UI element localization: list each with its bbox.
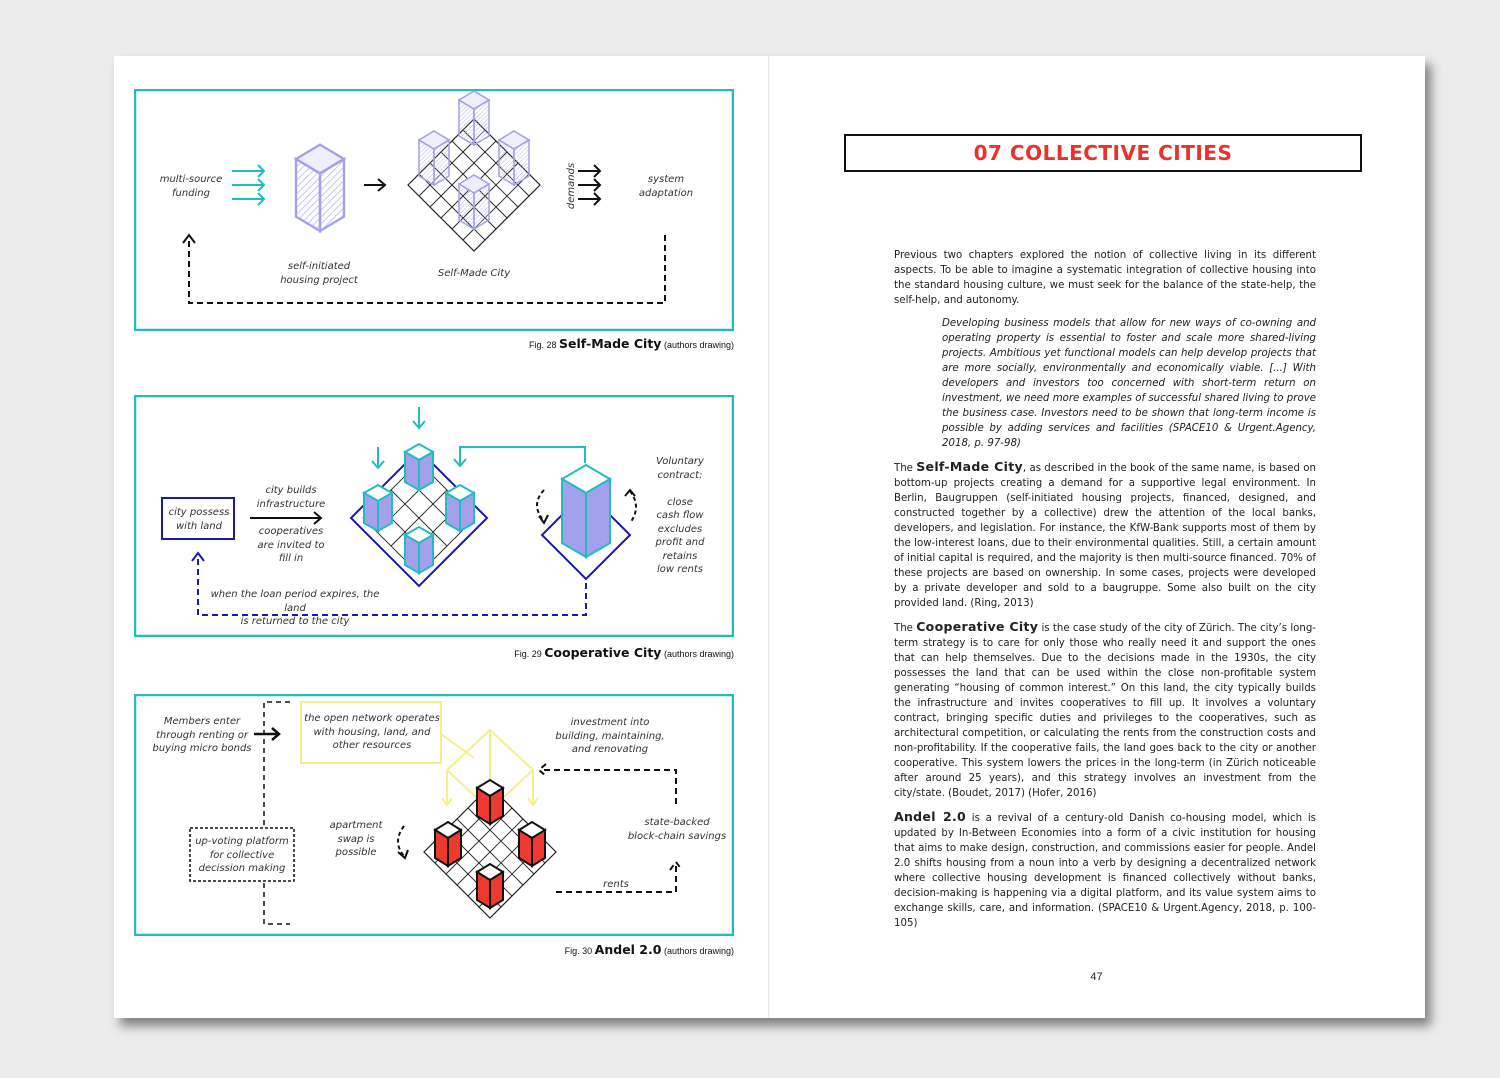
- term-cooperative-city: Cooperative City: [916, 619, 1039, 634]
- teal-arrows: [372, 407, 585, 468]
- chapter-heading-box: [844, 134, 1362, 172]
- caption-fig-28: Fig. 28 Self-Made City (authors drawing): [529, 336, 734, 351]
- label-infra: city builds infrastructure: [256, 485, 326, 510]
- figure-cooperative-city: [134, 395, 734, 637]
- caption-fig-29: Fig. 29 Cooperative City (authors drawing): [514, 645, 734, 660]
- term-self-made-city: Self-Made City: [916, 459, 1023, 474]
- caption-title: Cooperative City: [544, 645, 662, 660]
- investment-arrow: [539, 764, 676, 804]
- label-rents: rents: [603, 879, 629, 890]
- label-network: the open network operates with housing, land, and other resources: [304, 713, 440, 751]
- page-number: 47: [1090, 971, 1103, 983]
- label-savings: state-backed block-chain savings: [627, 817, 727, 842]
- demands-arrows: [578, 165, 600, 205]
- term-andel: Andel 2.0: [894, 809, 966, 824]
- label-adaptation: system adaptation: [638, 174, 694, 199]
- caption-title: Self-Made City: [559, 336, 662, 351]
- label-contract: Voluntary contract: close cash flow excludes profit and retains low rents: [655, 456, 705, 575]
- paragraph-andel: Andel 2.0 is a revival of a century-old Danish co-housing model, which is updated by In-Between Economies into a form of a civic institution for housing that aims to make design, construction, and commissions easier for people. Andel 2.0 shifts housing from a noun into a verb by designing a decentralized network where collective housing development is financed collectively without banks, decision-making is happening via a digital platform, and its value system aims to exchange skills, care, and information. (SPACE10 & Urgent.Agency, 2018, p. 100-105): [894, 809, 1316, 929]
- label-voting: up-voting platform for collective decission making: [195, 836, 289, 874]
- label-city: Self-Made City: [437, 268, 511, 279]
- body-text: [894, 248, 1316, 939]
- label-demands: demands: [566, 162, 577, 210]
- chapter-title: 07 COLLECTIVE CITIES: [973, 141, 1233, 165]
- label-land: city possess with land: [168, 507, 230, 532]
- caption-title: Andel 2.0: [594, 942, 662, 957]
- figure-self-made-city: [134, 89, 734, 331]
- housing-project-cube: [296, 145, 344, 231]
- funding-arrows: [232, 165, 264, 205]
- label-members: Members enter through renting or buying micro bonds: [152, 716, 252, 754]
- book-spread: [114, 56, 1425, 1018]
- figure-andel-2: [134, 694, 734, 936]
- caption-fig-30: Fig. 30 Andel 2.0 (authors drawing): [564, 942, 734, 957]
- arrow-right-icon: [250, 512, 321, 524]
- label-funding: multi-source funding: [159, 174, 223, 199]
- page-gutter: [768, 56, 770, 1018]
- arrow-right-icon: [364, 179, 385, 191]
- label-project: self-initiated housing project: [280, 261, 358, 286]
- contract-diagram: [542, 465, 630, 579]
- block-quote: Developing business models that allow for new ways of co-owning and operating property is essential to foster and scale more shared-living projects. Ambitious yet functional models can help develop projects that are more socially, environmentally and economically viable. [...] With developers and investors too concerned with short-term return on investment, we need more examples of successful shared living to prove the business case. Investors need to be shown that long-term income is possible by adding services and facilities (SPACE10 & Urgent.Agency, 2018, p. 97-98): [942, 318, 1316, 449]
- label-swap: apartment swap is possible: [329, 820, 383, 858]
- intro-paragraph: Previous two chapters explored the notion of collective living in its different aspects. To be able to imagine a systematic integration of collective housing into the standard housing culture, we must seek for the balance of the state-help, the self-help, and autonomy.: [894, 250, 1316, 306]
- label-loan: when the loan period expires, the land is returned to the city: [210, 589, 380, 627]
- arrow-right-icon: [254, 728, 279, 740]
- paragraph-cooperative-city: The Cooperative City is the case study of the city of Zürich. The city’s long-term strategy is to care for only those who really need it and support the ones that can help themselves. Due to the decisions made in the 1930s, the city possesses the land that can be used within the close non-profitable system generating “housing of common interest.” On this land, the city typically builds the infrastructure and invites cooperatives to fill up. It involves a voluntary contract, bringing specific duties and privileges to the cooperatives, such as architectural competition, or calculating the rents from the construction costs and non-profitability. If the cooperative fails, the land goes back to the city or another cooperative. This system lowers the prices in the long-term (in Zürich noticeable after around 25 years), and this strategy involves an investment from the city/state. (Boudet, 2017) (Hofer, 2016): [894, 619, 1316, 799]
- label-investment: investment into building, maintaining, and renovating: [555, 717, 665, 755]
- label-coops: cooperatives are invited to fill in: [257, 526, 325, 564]
- paragraph-self-made-city: The Self-Made City, as described in the book of the same name, is based on bottom-up projects creating a demand for a supportive legal environment. In Berlin, Baugruppen (self-initiated housing projects, financed, designed, and constructed together by a collective) drew the attention of the local banks, developers, and legislation. For instance, the KfW-Bank supports most of them by the low-interest loans, due to their environmental qualities. Still, a certain amount of initial capital is required, and the majority is then multi-source financed. 70% of these projects are based on ownership. In some cases, projects were developed by a private developer and sold to a baugruppe. Some also built on the city provided land. (Ring, 2013): [894, 459, 1316, 609]
